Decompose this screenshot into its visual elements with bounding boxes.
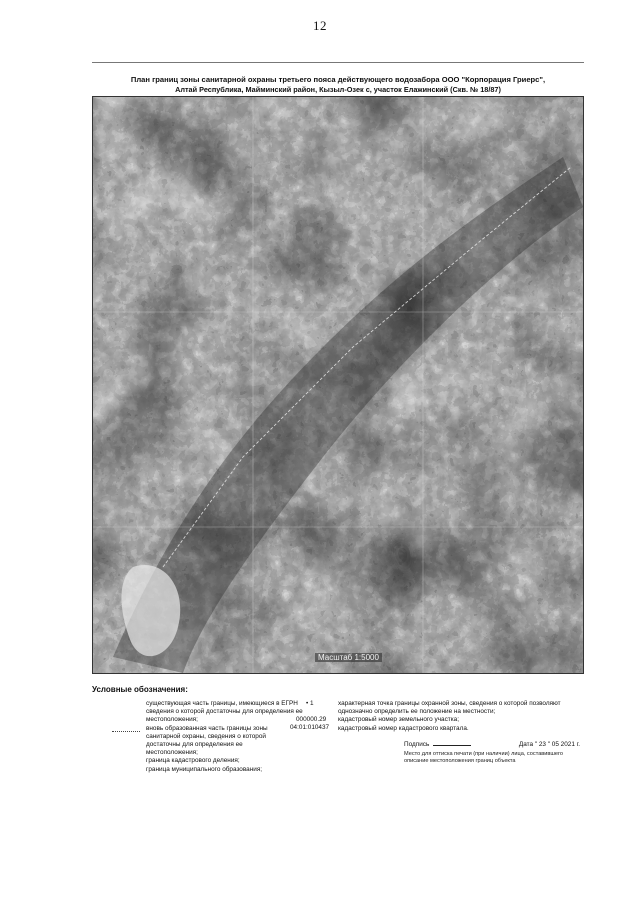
map-title-line-2: Алтай Республика, Майминский район, Кызыл-Озек с, участок Елажинский (Скв. № 18/87) bbox=[175, 85, 501, 94]
legend-item: кадастровый номер земельного участка; bbox=[338, 716, 459, 724]
legend-item: граница кадастрового деления; bbox=[146, 757, 240, 765]
legend-sample-3: 04:01:010437 bbox=[290, 724, 330, 731]
map-title-line-1: План границ зоны санитарной охраны третьего пояса действующего водозабора ООО "Корпорация Гриерс", bbox=[130, 75, 546, 84]
page-number: 12 bbox=[313, 18, 327, 33]
stamp-note: Место для оттиска печати (при наличии) лица, составившего описание местоположения границ объекта bbox=[404, 751, 564, 764]
signature-line bbox=[433, 745, 471, 746]
legend-dash-mark bbox=[112, 731, 140, 733]
signature-row bbox=[404, 741, 580, 749]
legend-item: кадастровый номер кадастрового квартала. bbox=[338, 724, 469, 732]
legend-item: вновь образованная часть границы зоны bbox=[146, 724, 268, 732]
legend-item: санитарной охраны, сведения о которой bbox=[146, 732, 266, 740]
legend-heading: Условные обозначения: bbox=[92, 685, 188, 694]
legend-item: граница муниципального образования; bbox=[146, 765, 263, 773]
date-field bbox=[519, 741, 580, 749]
legend-item: достаточны для определения ее bbox=[146, 741, 243, 749]
legend-item: характерная точка границы охранной зоны, сведения о которой позволяют bbox=[338, 700, 561, 707]
legend-sample-1: • 1 bbox=[306, 700, 314, 707]
legend-item: однозначно определить ее положение на местности; bbox=[338, 708, 496, 716]
legend-item: существующая часть границы, имеющиеся в ЕГРН bbox=[146, 700, 298, 707]
legend-left-column bbox=[146, 700, 346, 774]
legend-item: местоположения; bbox=[146, 749, 198, 757]
date-value: " 23 " 05 2021 г. bbox=[534, 741, 580, 748]
signature-field bbox=[404, 741, 473, 749]
legend-item: сведения о которой достаточны для определения ее bbox=[146, 708, 303, 716]
legend-sample-2: 000000.29 bbox=[296, 716, 327, 723]
legend-item: местоположения; bbox=[146, 716, 198, 724]
map-title bbox=[92, 62, 584, 95]
signature-label: Подпись bbox=[404, 741, 430, 748]
satellite-map-image bbox=[93, 97, 583, 673]
map-scale-label: Масштаб 1:5000 bbox=[315, 653, 382, 662]
signature-block bbox=[404, 741, 580, 765]
legend-right-column bbox=[338, 700, 578, 733]
date-label: Дата bbox=[518, 741, 534, 748]
satellite-map[interactable] bbox=[92, 96, 584, 674]
